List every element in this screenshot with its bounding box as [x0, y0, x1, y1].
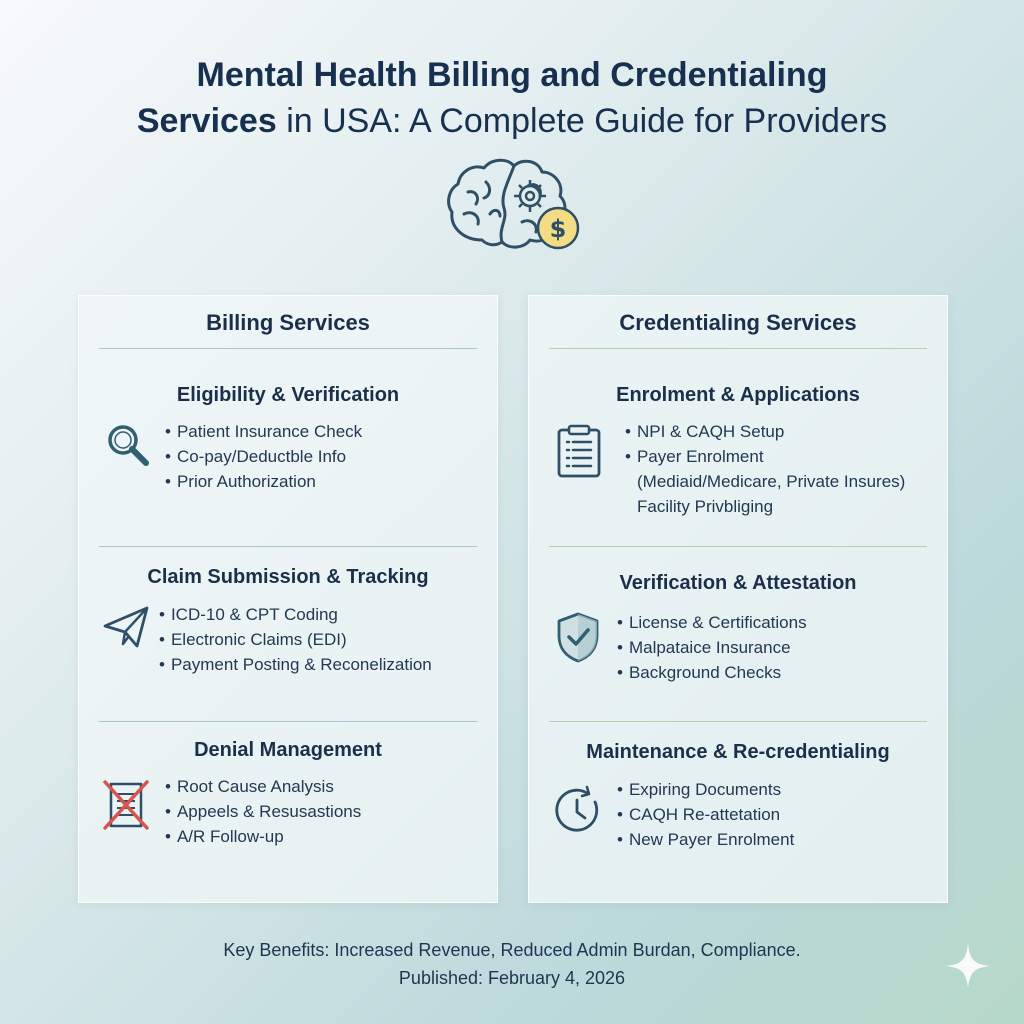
svg-text:$: $	[549, 215, 567, 243]
paper-plane-icon	[99, 600, 153, 654]
list-item: • License & Certifications	[617, 610, 807, 635]
billing-panel-title: Billing Services	[206, 310, 370, 335]
credentialing-enrolment-list	[625, 419, 905, 519]
list-item: • Co-pay/Deductble Info	[165, 444, 362, 469]
billing-title-divider	[99, 348, 477, 349]
section-divider	[549, 546, 927, 547]
list-item: • Expiring Documents	[617, 777, 794, 802]
section-divider	[99, 721, 477, 722]
section-divider	[99, 546, 477, 547]
sparkle-icon	[944, 942, 992, 990]
page-title	[0, 52, 1024, 144]
list-item: • Appeels & Resusastions	[165, 799, 361, 824]
dollar-coin-icon	[538, 208, 578, 248]
credentialing-services-panel	[528, 295, 948, 903]
clock-refresh-icon	[551, 784, 605, 838]
list-item: • Electronic Claims (EDI)	[159, 627, 432, 652]
billing-section-title: Claim Submission & Tracking	[147, 566, 429, 588]
clipboard-icon	[553, 424, 607, 478]
denied-document-icon	[99, 778, 153, 832]
key-benefits-text: Key Benefits: Increased Revenue, Reduced Admin Burdan, Compliance.	[223, 940, 801, 960]
billing-claims-list	[159, 602, 432, 677]
list-item: • Prior Authorization	[165, 469, 362, 494]
magnifier-icon	[101, 418, 155, 472]
list-item: • Malpataice Insurance	[617, 635, 807, 660]
title-line-2: in USA: A Complete Guide for Providers	[276, 102, 888, 140]
shield-check-icon	[551, 610, 605, 664]
title-line-1: Mental Health Billing and Credentialing	[196, 56, 828, 94]
list-item: • A/R Follow-up	[165, 824, 361, 849]
list-item-continuation: Facility Privbliging	[637, 497, 774, 516]
list-item: • CAQH Re-attetation	[617, 802, 794, 827]
list-item: • Payer Enrolment	[625, 444, 905, 469]
gear-icon	[514, 180, 546, 212]
list-item: • Payment Posting & Reconelization	[159, 652, 432, 677]
list-item: • NPI & CAQH Setup	[625, 419, 905, 444]
credentialing-section-title: Enrolment & Applications	[616, 384, 860, 406]
billing-denial-list	[165, 774, 361, 849]
credentialing-maintenance-list	[617, 777, 794, 852]
credentialing-panel-title: Credentialing Services	[619, 310, 857, 335]
billing-section-title: Denial Management	[194, 739, 382, 761]
list-item: • ICD-10 & CPT Coding	[159, 602, 432, 627]
published-date: Published: February 4, 2026	[398, 968, 626, 988]
list-item: • Background Checks	[617, 660, 807, 685]
list-item: • New Payer Enrolment	[617, 827, 794, 852]
billing-eligibility-list	[165, 419, 362, 494]
hero-illustration	[442, 152, 582, 262]
list-item: • Patient Insurance Check	[165, 419, 362, 444]
section-divider	[549, 721, 927, 722]
billing-services-panel	[78, 295, 498, 903]
credentialing-section-title: Verification & Attestation	[619, 572, 857, 594]
list-item: • Root Cause Analysis	[165, 774, 361, 799]
credentialing-section-title: Maintenance & Re-credentialing	[586, 741, 890, 763]
list-item-continuation: (Mediaid/Medicare, Private Insures)	[637, 472, 906, 491]
credentialing-title-divider	[549, 348, 927, 349]
billing-section-title: Eligibility & Verification	[176, 384, 400, 406]
title-services-word: Services	[136, 102, 277, 140]
credentialing-verification-list	[617, 610, 807, 685]
